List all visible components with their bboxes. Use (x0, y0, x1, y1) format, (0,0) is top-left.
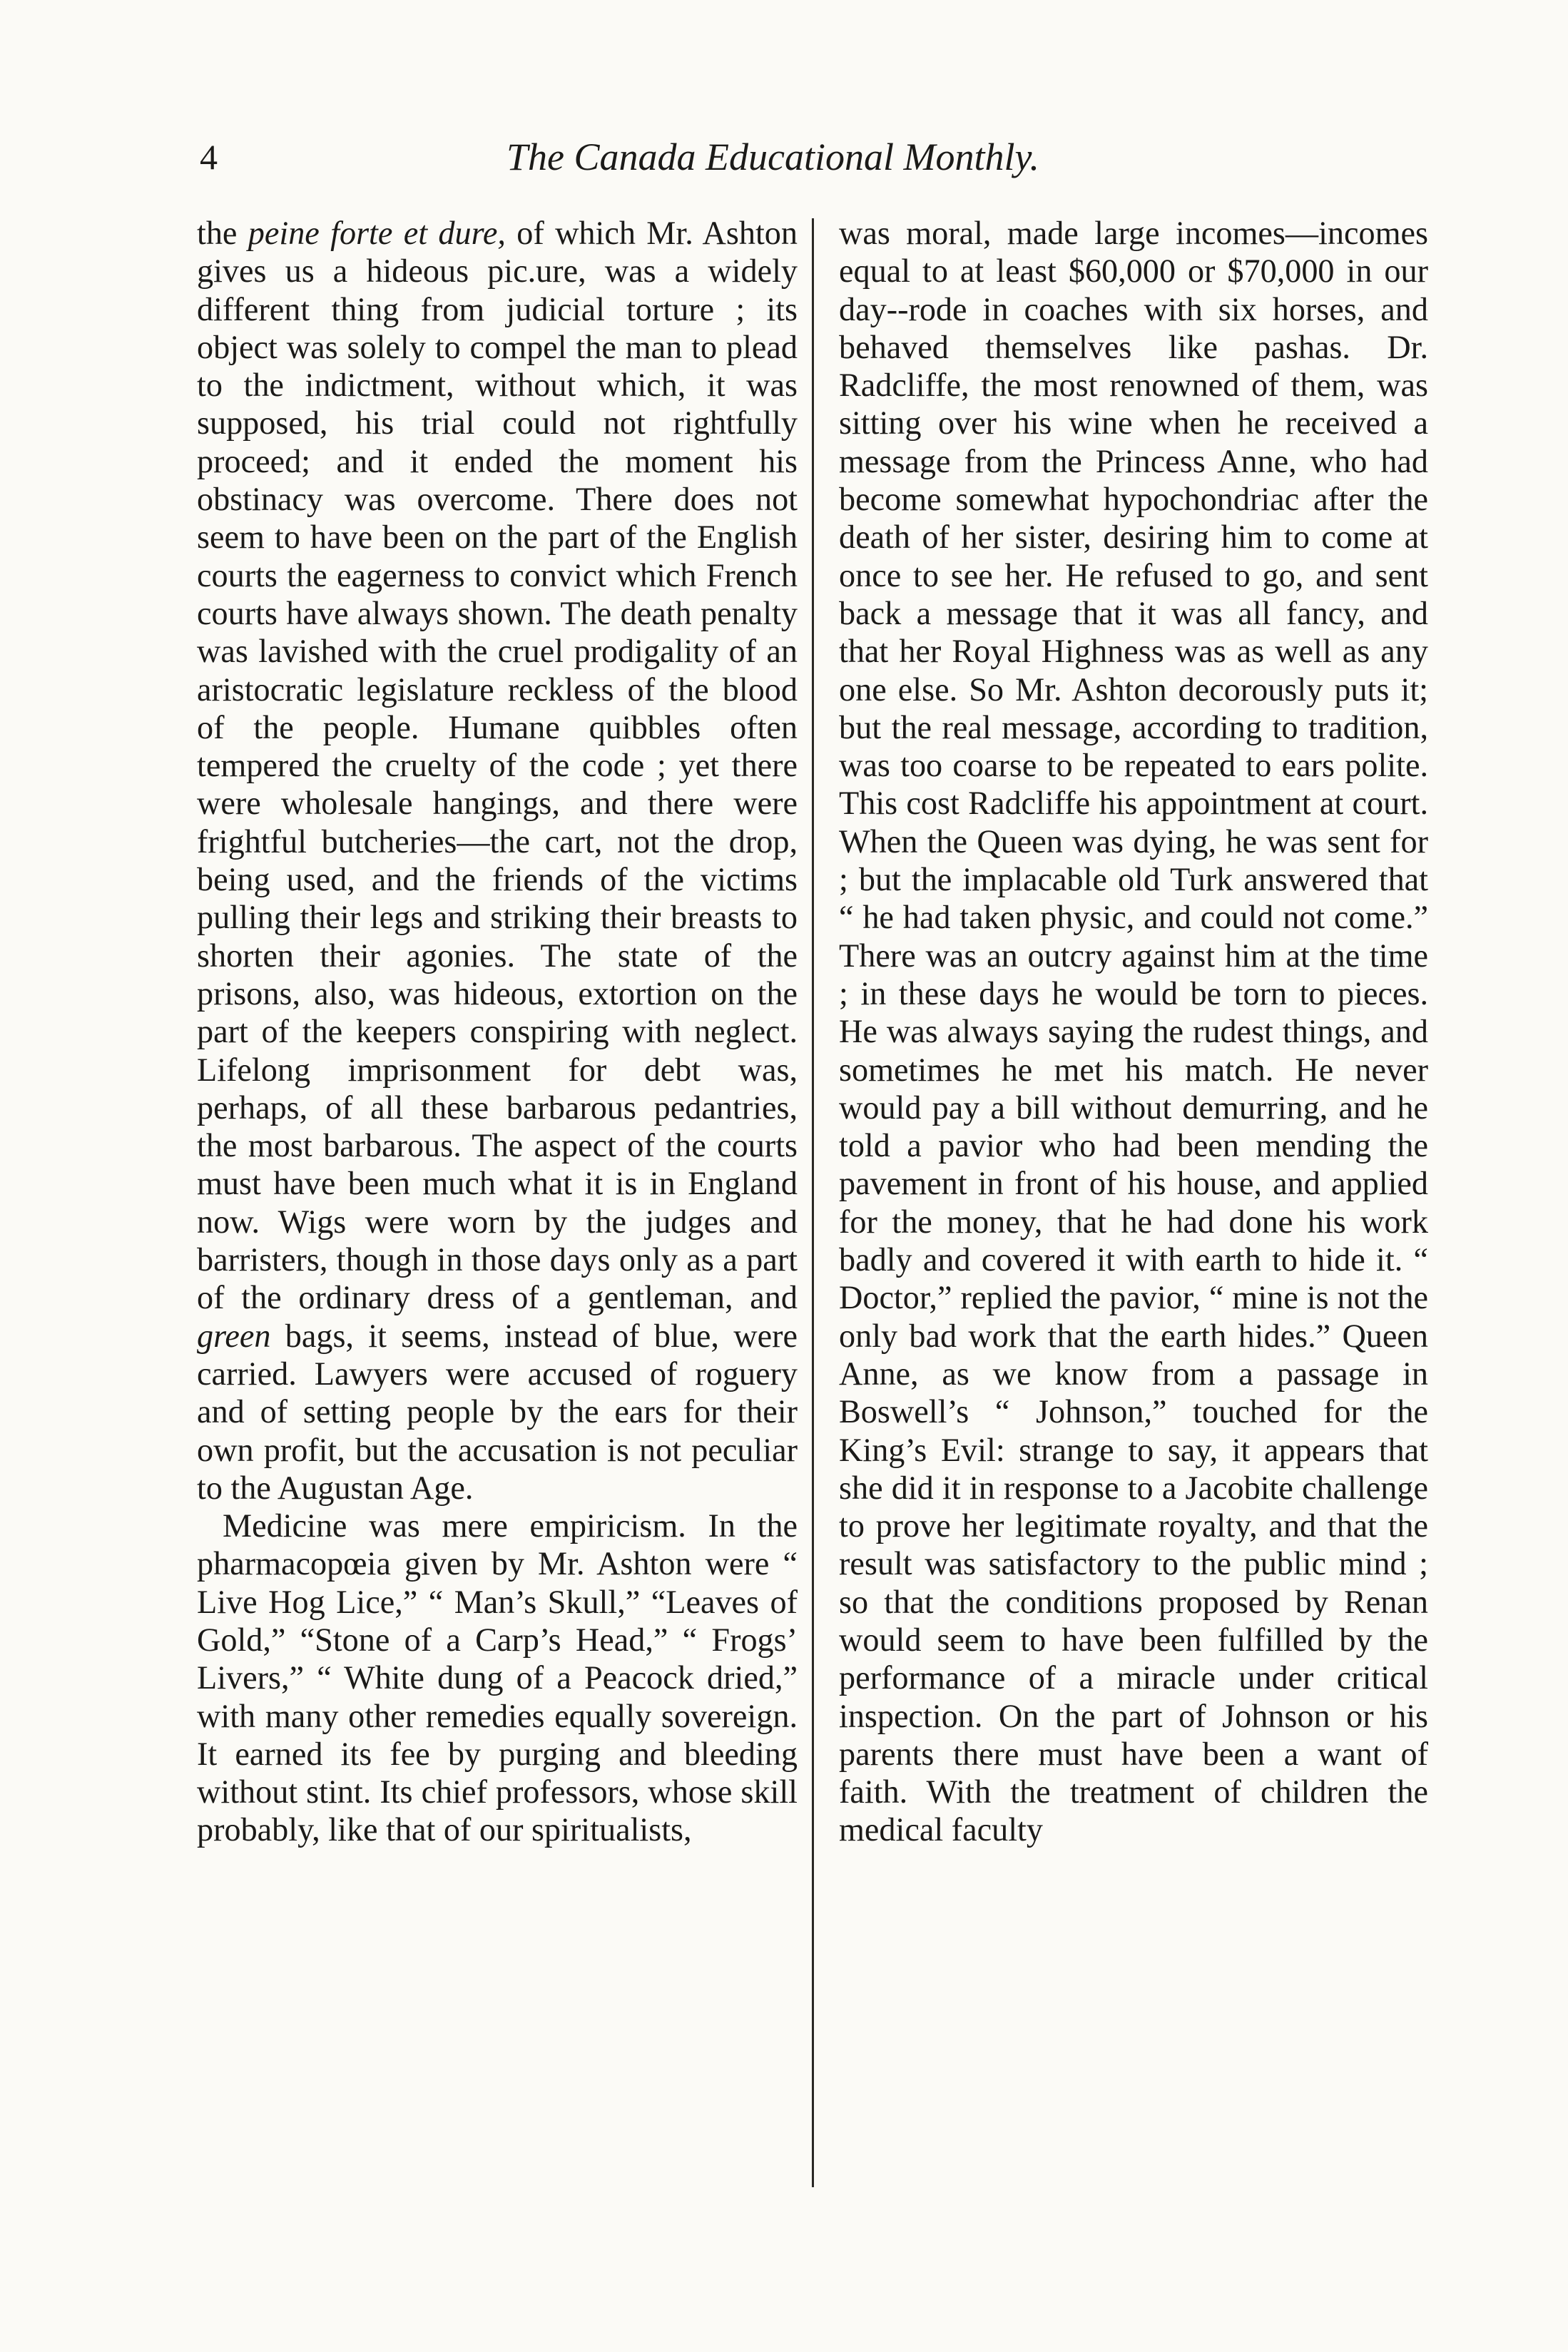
paragraph (197, 214, 798, 1507)
italic-phrase: peine forte et dure, (248, 215, 506, 251)
running-title: The Canada Educational Monthly. (506, 136, 1039, 178)
italic-word: green (197, 1317, 271, 1354)
column-divider (812, 218, 814, 2187)
text-run: the (197, 215, 248, 251)
left-column (197, 214, 798, 2197)
page-number: 4 (200, 137, 218, 177)
paragraph: was moral, made large incomes—incomes equal to at least $60,000 or $70,000 in our day--rode in coaches with six horses, and behaved themselves like pashas. Dr. Radcliffe, the most renowned of them, was sitting over his wine when he received a message from the Princess Anne, who had become somewhat hypochondriac after the death of her sister, desiring him to come at once to see her. He refused to go, and sent back a message that it was all fancy, and that her Royal Highness was as well as any one else. So Mr. Ashton decorously puts it; but the real message, according to tradition, was too coarse to be repeated to ears polite. This cost Radcliffe his appointment at court. When the Queen was dying, he was sent for ; but the implacable old Turk answered that “ he had taken physic, and could not come.” There was an outcry against him at the time ; in these days he would be torn to pieces. He was always saying the rudest things, and sometimes he met his match. He never would pay a bill without demurring, and he told a pavior who had been mending the pavement in front of his house, and applied for the money, that he had done his work badly and covered it with earth to hide it. “ Doctor,” replied the pavior, “ mine is not the only bad work that the earth hides.” Queen Anne, as we know from a passage in Boswell’s “ Johnson,” touched for the King’s Evil: strange to say, it appears that she did it in response to a Jacobite challenge to prove her legitimate royalty, and that the result was satisfactory to the public mind ; so that the conditions proposed by Renan would seem to have been fulfilled by the performance of a miracle under critical inspection. On the part of Johnson or his parents there must have been a want of faith. With the treatment of children the medical faculty (839, 215, 1428, 1848)
running-header (200, 128, 1412, 185)
text-run: bags, it seems, instead of blue, were carried. Lawyers were accused of roguery and of setting people by the ears for their own profit, but the accusation is not peculiar to the Augustan Age. (197, 1317, 798, 1506)
paragraph: Medicine was mere empiricism. In the pharmacopœia given by Mr. Ashton were “ Live Hog Lice,” “ Man’s Skull,” “Leaves of Gold,” “Stone of a Carp’s Head,” “ Frogs’ Livers,” “ White dung of a Peacock dried,” with many other remedies equally sovereign. It earned its fee by purging and bleeding without stint. Its chief professors, whose skill probably, like that of our spiritualists, (197, 1507, 798, 1848)
text-run: of which Mr. Ashton gives us a hideous pic.ure, was a widely different thing from judicial torture ; its object was solely to compel the man to plead to the indictment, without which, it was supposed, his trial could not rightfully proceed; and it ended the moment his obstinacy was overcome. There does not seem to have been on the part of the English courts the eagerness to convict which French courts have always shown. The death penalty was lavished with the cruel prodigality of an aristocratic legislature reckless of the blood of the people. Humane quibbles often tempered the cruelty of the code ; yet there were wholesale hangings, and there were frightful butcheries—the cart, not the drop, being used, and the friends of the victims pulling their legs and striking their breasts to shorten their agonies. The state of the prisons, also, was hideous, extortion on the part of the keepers conspiring with neglect. Lifelong imprisonment for debt was, perhaps, of all these barbarous pedantries, the most barbarous. The aspect of the courts must have been much what it is in England now. Wigs were worn by the judges and barristers, though in those days only as a part of the ordinary dress of a gentleman, and (197, 215, 798, 1316)
right-column (839, 214, 1428, 2197)
